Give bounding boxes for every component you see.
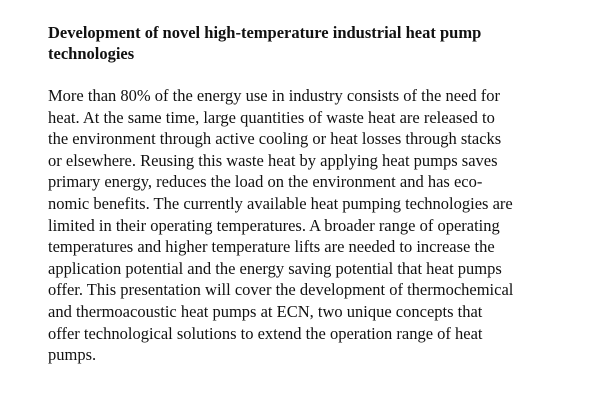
title-line: technologies xyxy=(48,44,135,63)
body-line: More than 80% of the energy use in industry consists of the need for xyxy=(48,86,500,105)
body-line: temperatures and higher temperature lifts are needed to increase the xyxy=(48,237,495,257)
body-line: nomic benefits. The currently available heat pumping technologies are xyxy=(48,193,513,213)
document-title xyxy=(48,22,568,64)
body-line: primary energy, reduces the load on the environment and has eco- xyxy=(48,172,483,192)
body-line: or elsewhere. Reusing this waste heat by applying heat pumps saves xyxy=(48,150,498,170)
body-line: application potential and the energy saving potential that heat pumps xyxy=(48,258,502,278)
body-line: offer technological solutions to extend the operation range of heat xyxy=(48,323,483,343)
body-line: limited in their operating temperatures. A broader range of operating xyxy=(48,215,500,235)
body-line: the environment through active cooling or heat losses through stacks xyxy=(48,129,502,149)
body-line: heat. At the same time, large quantities of waste heat are released to xyxy=(48,107,495,127)
body-line: offer. This presentation will cover the development of thermochemical xyxy=(48,280,514,300)
title-line: Development of novel high-temperature industrial heat pump xyxy=(48,23,482,42)
body-line: pumps. xyxy=(48,345,97,365)
abstract-paragraph xyxy=(48,85,568,366)
body-line: and thermoacoustic heat pumps at ECN, two unique concepts that xyxy=(48,301,483,321)
document-page xyxy=(48,22,568,366)
